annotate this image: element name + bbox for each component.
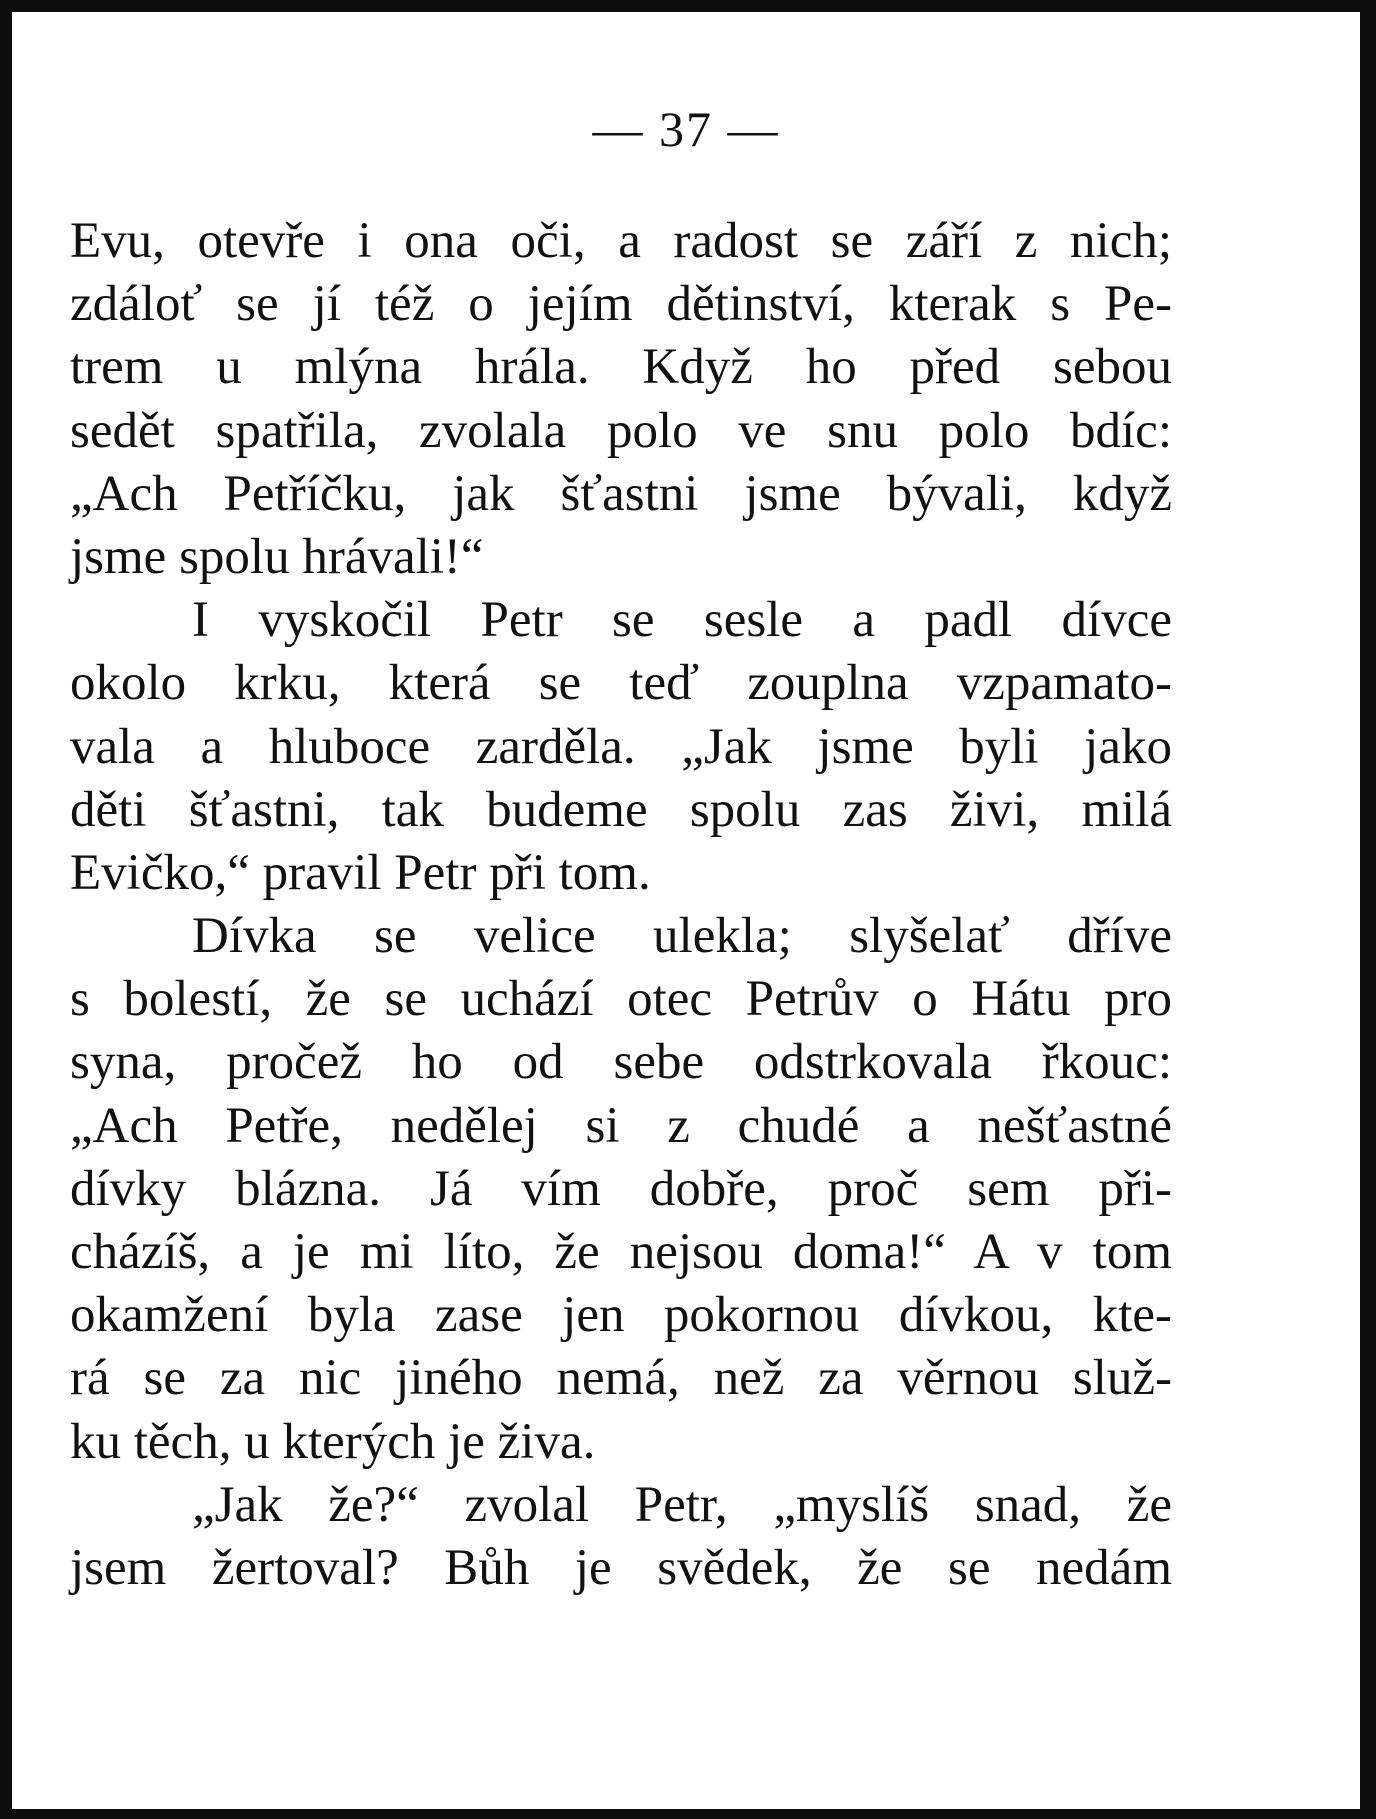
- text-line: rá se za nic jiného nemá, než za věrnou služ-: [70, 1350, 1172, 1407]
- text-line: okamžení byla zase jen pokornou dívkou, kte-: [70, 1287, 1172, 1344]
- text-line: „Ach Petře, nedělej si z chudé a nešťastné: [70, 1097, 1172, 1154]
- text-line: Dívka se velice ulekla; slyšelať dříve: [192, 908, 1172, 965]
- text-line: zdáloť se jí též o jejím dětinství, kterak s Pe-: [70, 276, 1172, 333]
- text-line: s bolestí, že se uchází otec Petrův o Hátu pro: [70, 971, 1172, 1028]
- text-line: dívky blázna. Já vím dobře, proč sem při-: [70, 1160, 1172, 1217]
- text-line: syna, pročež ho od sebe odstrkovala řkouc:: [70, 1034, 1172, 1091]
- text-line: trem u mlýna hrála. Když ho před sebou: [70, 339, 1172, 396]
- text-line: vala a hluboce zarděla. „Jak jsme byli jako: [70, 718, 1172, 775]
- text-line: cházíš, a je mi líto, že nejsou doma!“ A v tom: [70, 1224, 1172, 1280]
- text-line: děti šťastni, tak budeme spolu zas živi, milá: [70, 781, 1172, 838]
- text-line: Evičko,“ pravil Petr při tom.: [70, 844, 651, 901]
- text-line: okolo krku, která se teď zouplna vzpamato-: [70, 655, 1172, 712]
- page-number: — 37 —: [592, 101, 780, 157]
- text-line: jsem žertoval? Bůh je svědek, že se nedám: [70, 1539, 1172, 1596]
- text-line: „Ach Petříčku, jak šťastni jsme bývali, když: [70, 465, 1172, 522]
- text-line: ku těch, u kterých je živa.: [70, 1413, 596, 1470]
- text-line: „Jak že?“ zvolal Petr, „myslíš snad, že: [192, 1476, 1172, 1533]
- text-line: jsme spolu hrávali!“: [70, 528, 484, 585]
- text-line: sedět spatřila, zvolala polo ve snu polo bdíc:: [70, 402, 1172, 459]
- body-text: [70, 210, 1172, 1600]
- text-line: I vyskočil Petr se sesle a padl dívce: [192, 592, 1172, 649]
- text-line: Evu, otevře i ona oči, a radost se září z nich;: [70, 213, 1172, 269]
